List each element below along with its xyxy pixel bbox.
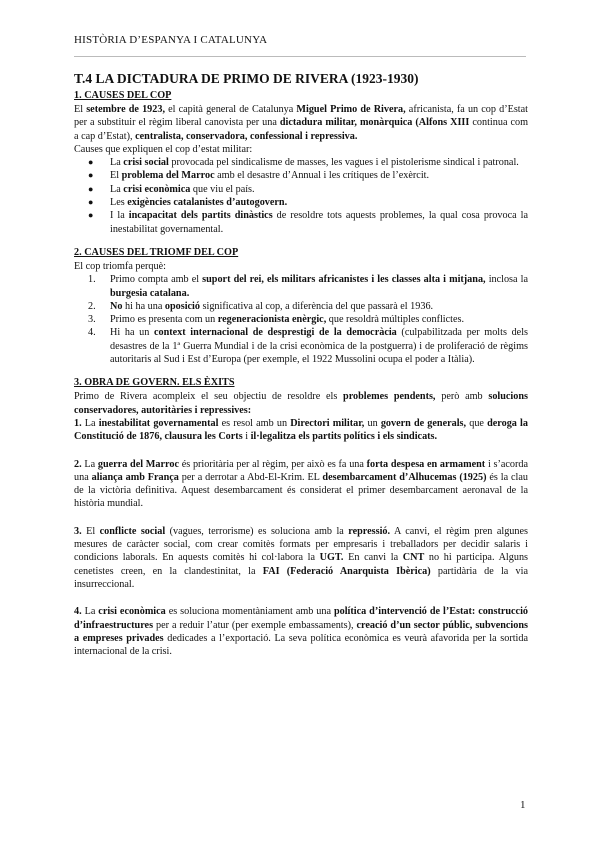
point-4: 4. La crisi econòmica es soluciona momentàniament amb una política d’intervenció de l’Estat: construcció d’infraestructures per a reduir l’atur (per exemple embassaments), creació d’un sector públic, subvencions a empreses privades dedicades a l’exportació. La seva política econòmica es veurà afavorida per la sortida internacional de la crisi. — [74, 606, 528, 658]
list-item: ● El problema del Marroc amb el desastre d’Annual i les crítiques de l’exèrcit. — [88, 170, 430, 182]
list-item: ● La crisi econòmica que viu el país. — [88, 183, 255, 195]
government-intro: Primo de Rivera acompleix el seu objectiu de resoldre els problemes pendents, però amb solucions conservadores, autoritàries i repressives: — [74, 391, 528, 416]
list-item: ● I la incapacitat dels partits dinàstics de resoldre tots aquests problemes, la qual cosa provoca la inestabilitat governamental. — [88, 210, 528, 235]
point-1: 1. La inestabilitat governamental es resol amb un Directori militar, un govern de generals, que deroga la Constitució de 1876, clausura les Corts i il·legalitza els partits polítics i els sindicats. — [74, 417, 528, 443]
bullet-icon: ● — [88, 157, 94, 168]
causes-list — [74, 156, 528, 236]
page-number: 1 — [520, 799, 526, 811]
bullet-icon: ● — [88, 183, 94, 194]
list-item: 1. Primo compta amb el suport del rei, els militars africanistes i les classes alta i mitjana, inclosa la burgesia catalana. — [88, 274, 528, 299]
list-item: 4. Hi ha un context internacional de desprestigi de la democràcia (culpabilitzada per molts dels desastres de la 1ª Guerra Mundial i de la crisi econòmica de la postguerra) i de proliferació de règims autoritaris al Sud i Est d’Europa (per exemple, el 1922 Mussolini ocupa el poder a Itàlia). — [88, 327, 528, 366]
bullet-icon: ● — [88, 197, 94, 208]
running-header: HISTÒRIA D’ESPANYA I CATALUNYA — [74, 34, 268, 46]
document-title: T.4 LA DICTADURA DE PRIMO DE RIVERA (1923-1930) — [74, 71, 419, 86]
section-heading-triumph: 2. CAUSES DEL TRIOMF DEL COP — [74, 246, 239, 258]
triumph-intro: El cop triomfa perquè: — [74, 260, 166, 272]
point-3: 3. El conflicte social (vagues, terrorisme) es soluciona amb la repressió. A canvi, el règim pren algunes mesures de caràcter social, com crear comitès formats per empresaris i treballadors per decidir salaris i condicions laborals. En aquests comitès hi col·labora la UGT. En canvi la CNT no hi participa. Alguns cenetistes creen, en la clandestinitat, la FAI (Federació Anarquista Ibèrica) partidària de la via insurreccional. — [74, 525, 528, 590]
causes-intro: Causes que expliquen el cop d’estat militar: — [74, 143, 253, 155]
list-item: ● Les exigències catalanistes d’autogovern. — [88, 197, 288, 209]
list-item: ● La crisi social provocada pel sindicalisme de masses, les vagues i el pistolerisme sindical i patronal. — [88, 157, 519, 169]
point-2: 2. La guerra del Marroc és prioritària per al règim, per això es fa una forta despesa en armament i s’acorda una aliança amb França per a derrotar a Abd-El-Krim. EL desembarcament d’Alhucemas (1925) és la clau de la victòria definitiva. Aquest desembarcament és considerat el primer desembarcament aeronaval de la història mundial. — [74, 458, 529, 510]
list-item: 2. No hi ha una oposició significativa al cop, a diferència del que passarà el 1936. — [88, 300, 434, 312]
triumph-list — [74, 273, 528, 366]
section-heading-causes: 1. CAUSES DEL COP — [74, 90, 172, 101]
bullet-icon: ● — [88, 210, 94, 221]
paragraph-coup: El setembre de 1923, el capità general de Catalunya Miguel Primo de Rivera, africanista, fa un cop d’Estat per a substituir el règim liberal canovista per una dictadura militar, monàrquica (Alfons XIII continua com a cap d’Estat), centralista, conservadora, confessional i repressiva. — [74, 104, 529, 142]
document-body — [74, 70, 528, 658]
bullet-icon: ● — [88, 170, 94, 181]
section-heading-government: 3. OBRA DE GOVERN. ELS ÈXITS — [74, 377, 235, 389]
list-item: 3. Primo es presenta com un regeneracionista enèrgic, que resoldrà múltiples conflictes. — [88, 314, 465, 326]
header-rule — [74, 56, 526, 57]
